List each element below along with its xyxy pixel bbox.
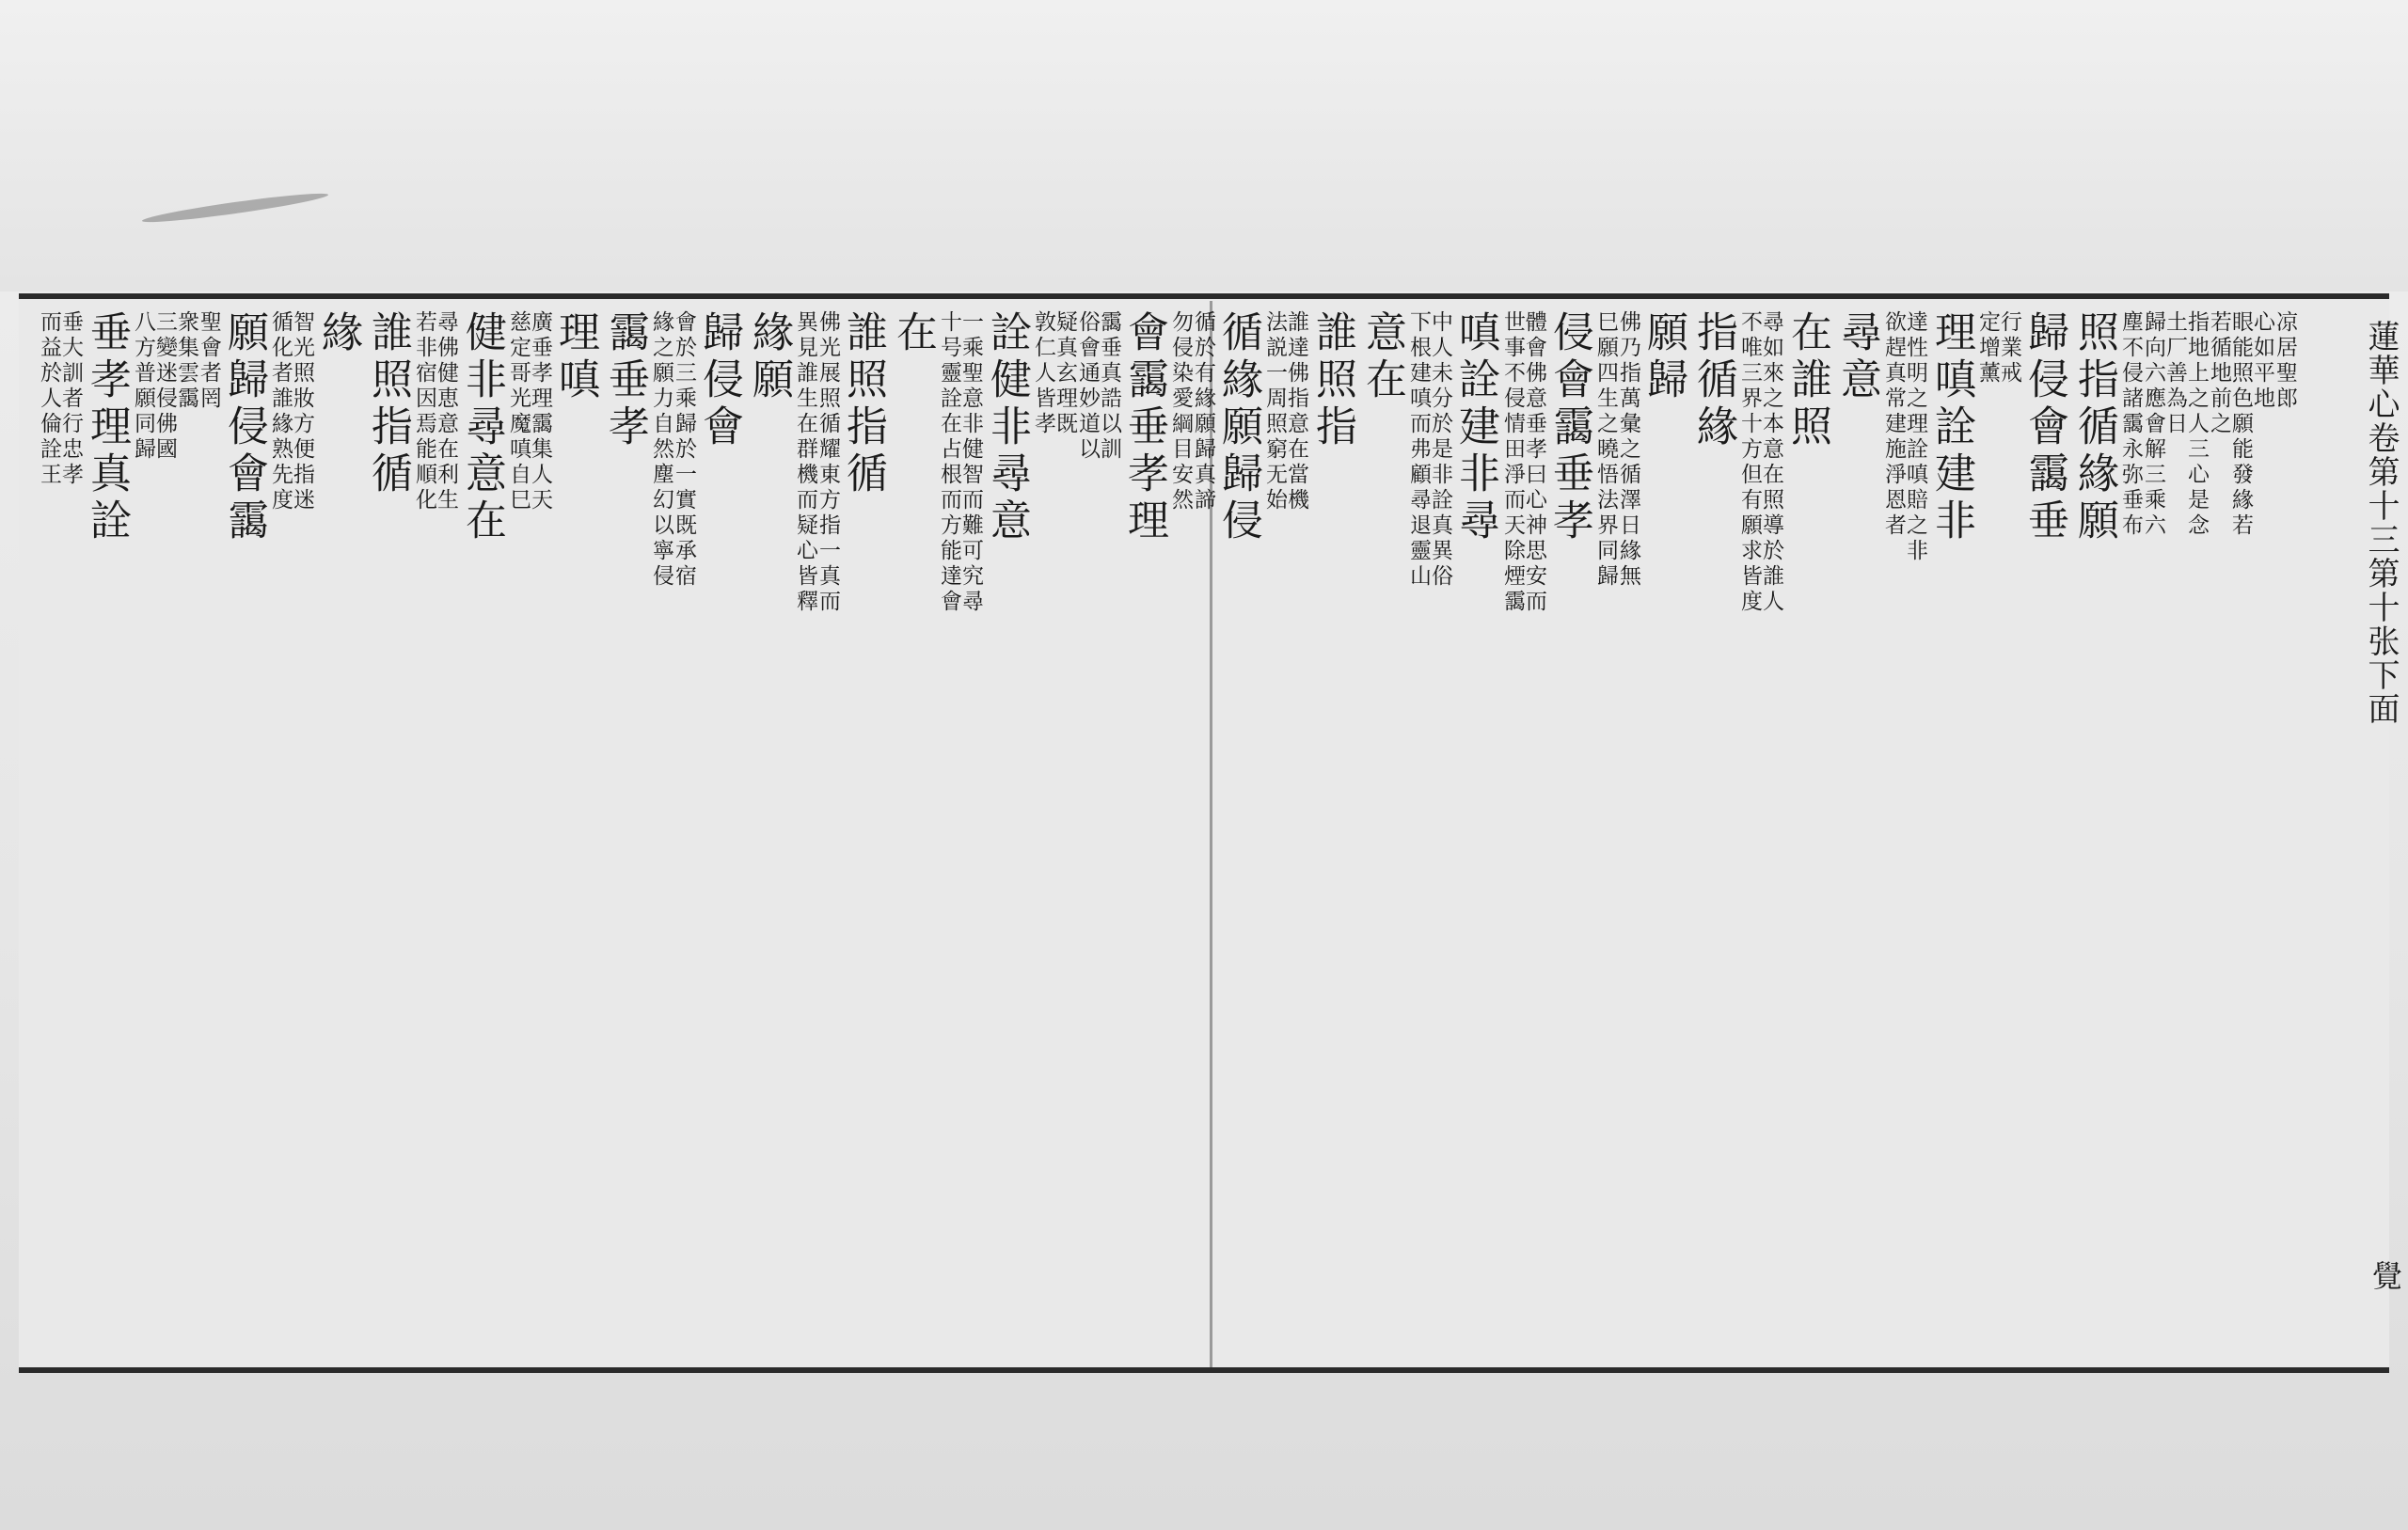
- text-column: 願歸: [1640, 310, 1687, 404]
- text-column: 侵會靄垂孝: [1545, 310, 1593, 545]
- text-column: 心如平地: [2250, 310, 2274, 412]
- text-column: 定增薰: [1975, 310, 2000, 386]
- text-column: 尋意: [1833, 310, 1881, 404]
- text-column: 誰照指循: [839, 310, 887, 498]
- text-column: 尋如來之本意在照導於誰人: [1759, 310, 1783, 615]
- text-column: 行業戒: [1997, 310, 2021, 386]
- text-column: 詮健非尋意: [983, 310, 1031, 545]
- text-column: 照指循緣願: [2070, 310, 2118, 545]
- text-column: 勿侵染愛綱目安然: [1168, 310, 1193, 513]
- text-column: 指地上之人三心是念: [2184, 310, 2209, 539]
- text-column: 世事不侵情田淨而天除煙靄: [1500, 310, 1525, 615]
- text-column: 誰照指循: [364, 310, 412, 498]
- leaf-number: 第十张下面: [2362, 557, 2400, 726]
- text-column: 若非宿因焉能順化: [412, 310, 436, 513]
- text-column: 土厂善為日: [2162, 310, 2187, 437]
- text-column: 理嗔: [551, 310, 599, 404]
- text-column: 敦仁人皆孝: [1031, 310, 1055, 437]
- text-column: 眼能照色願能發緣若: [2228, 310, 2253, 539]
- text-column: 異見誰生在群機而疑心皆釋: [793, 310, 817, 615]
- text-column: 中人未分於是非詮真異俗: [1428, 310, 1452, 590]
- text-column: 三變迷侵佛國: [152, 310, 177, 463]
- text-column: 凉居聖郎: [2273, 310, 2297, 412]
- text-column: 而益於人倫詮王: [37, 310, 61, 488]
- text-column: 十号靈詮在占根而方能達會: [937, 310, 961, 615]
- text-column: 歸侵會: [695, 310, 743, 451]
- text-column: 垂大訓者行忠孝: [58, 310, 83, 488]
- text-column: 在: [889, 310, 937, 357]
- text-column: 八方普願同歸: [131, 310, 155, 463]
- text-column: 慈定哥光魔嗔自巳: [506, 310, 531, 513]
- text-column: 理嗔詮建非: [1927, 310, 1975, 545]
- text-column: 指循緣: [1689, 310, 1737, 451]
- text-column: 巳願四生之曉悟法界同歸: [1593, 310, 1618, 590]
- text-column: 體會佛意垂孝曰心神思安而: [1522, 310, 1546, 615]
- text-column: 佛光展照循耀東方指一真而: [816, 310, 840, 615]
- text-column: 願歸侵會靄: [220, 310, 268, 545]
- text-column: 俗會通妙道以: [1075, 310, 1100, 463]
- text-column: 疑真玄理既: [1053, 310, 1077, 437]
- text-column: 不唯三界十方但有願求皆度: [1737, 310, 1762, 615]
- volume-title: 蓮華心卷第十三: [2362, 320, 2400, 557]
- text-column: 歸向六應會解三乘六: [2141, 310, 2165, 539]
- text-column: 一乘聖意非健智而難可究尋: [958, 310, 983, 615]
- text-column: 法説一周照窮无始: [1262, 310, 1287, 513]
- text-column: 佛乃指萬彙之循澤日緣無: [1616, 310, 1640, 590]
- text-column: 在誰照: [1783, 310, 1831, 451]
- text-column: 尋佛健恵意在利生: [434, 310, 458, 513]
- text-column: 緣之願力自然塵幻以寧侵: [649, 310, 673, 590]
- text-column: 健非尋意在: [458, 310, 506, 545]
- text-column: 意在: [1358, 310, 1406, 404]
- text-column: 會靄垂孝理: [1120, 310, 1168, 545]
- text-column: 循於有緣願歸真諦: [1191, 310, 1215, 513]
- text-column: 廣垂孝理靄集人天: [528, 310, 552, 513]
- text-column: 歸侵會靄垂: [2020, 310, 2068, 545]
- text-column: 誰照指: [1308, 310, 1356, 451]
- text-column: 塵不侵諸靄永弥垂布: [2118, 310, 2143, 539]
- text-column: 靄垂孝: [601, 310, 649, 451]
- text-column: 若循地前之: [2207, 310, 2231, 437]
- text-column: 智光照妝方便指迷: [290, 310, 314, 513]
- text-column: 嗔詮建非尋: [1451, 310, 1499, 545]
- text-column: 衆集雲靄: [174, 310, 198, 412]
- facing-page-top: [0, 0, 2408, 292]
- text-column: 誰達佛指意在當機: [1284, 310, 1308, 513]
- text-column: 會於三乘歸於一實既承宿: [672, 310, 696, 590]
- fold-mark: 覺: [2368, 1260, 2403, 1290]
- text-column: 緣願: [745, 310, 793, 404]
- text-column: 聖會者罔: [197, 310, 221, 412]
- text-column: 達性明之理詮嗔賠之非: [1903, 310, 1927, 564]
- text-column: 循緣願歸侵: [1214, 310, 1262, 545]
- text-column: 靄垂真誥以訓: [1097, 310, 1121, 463]
- text-column: 垂孝理真詮: [83, 310, 131, 545]
- page-header: [2344, 320, 2400, 726]
- text-column: 下根建嗔而弗顧尋退靈山: [1406, 310, 1431, 590]
- text-column: 緣: [314, 310, 362, 357]
- text-column: 欲趕真常建施淨恩者: [1881, 310, 1906, 539]
- text-column: 循化者誰緣熟先度: [268, 310, 293, 513]
